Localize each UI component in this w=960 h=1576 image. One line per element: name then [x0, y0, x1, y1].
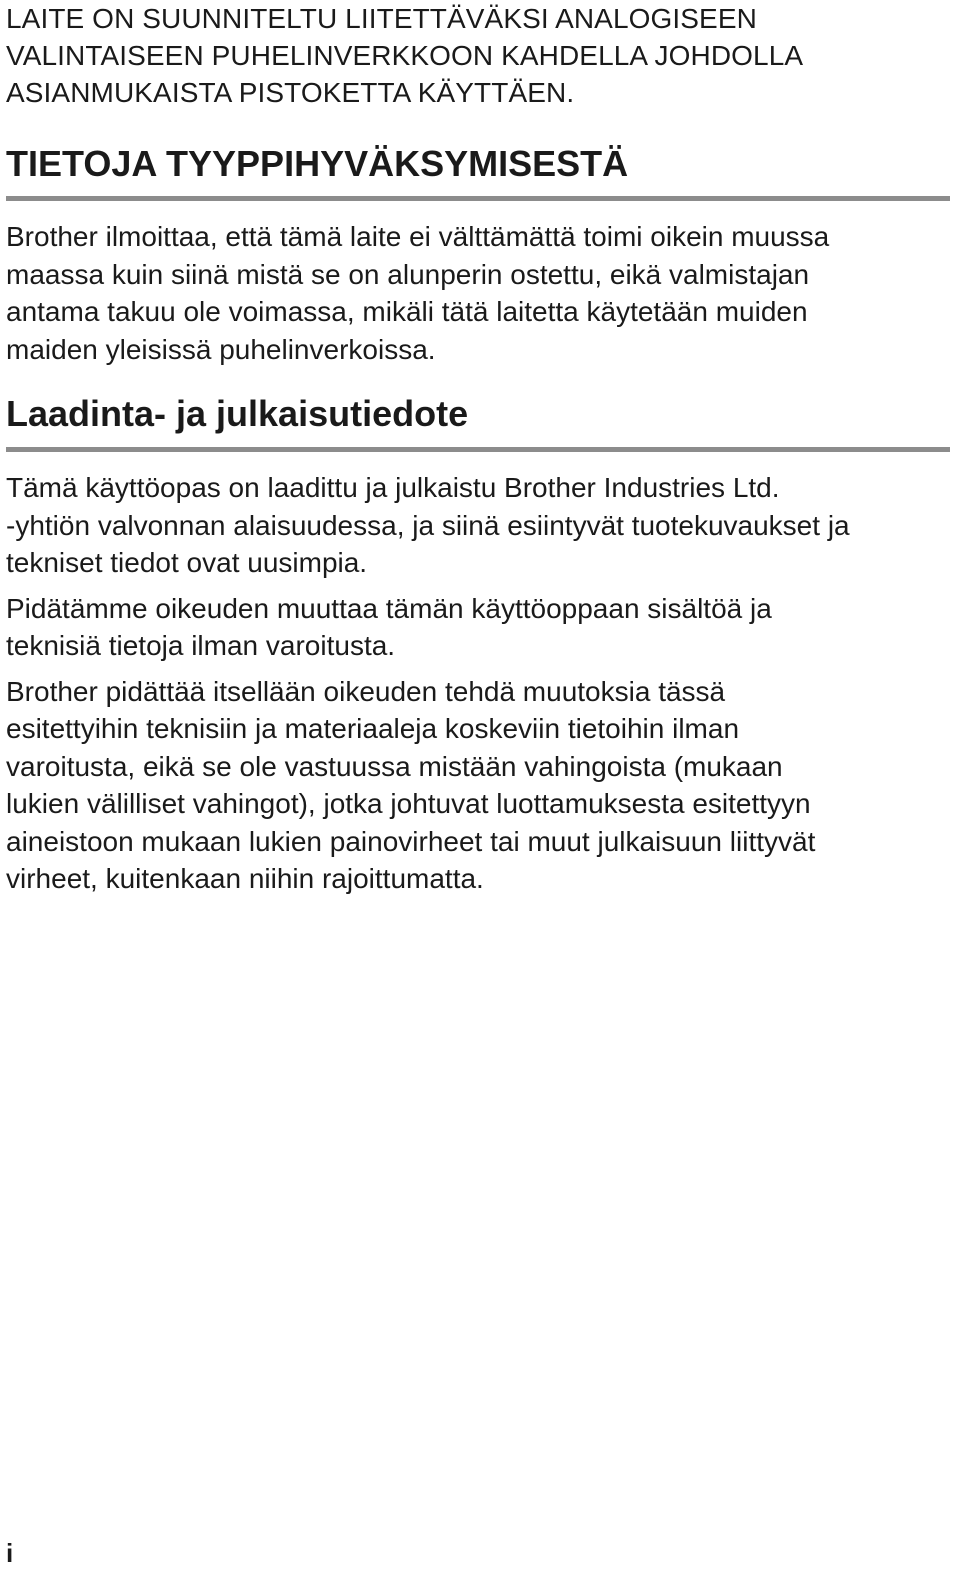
paragraph-line: Brother pidättää itsellään oikeuden tehdä muutoksia tässä — [6, 675, 726, 707]
intro-line: ASIANMUKAISTA PISTOKETTA KÄYTTÄEN. — [6, 77, 575, 108]
paragraph-line: antama takuu ole voimassa, mikäli tätä laitetta käytetään muiden — [6, 296, 808, 327]
paragraph-line: teknisiä tietoja ilman varoitusta. — [6, 630, 396, 661]
section-title-compilation-notice: Laadinta- ja julkaisutiedote — [6, 393, 469, 434]
paragraph-line: -yhtiön valvonnan alaisuudessa, ja siinä esiintyvät tuotekuvaukset ja — [6, 509, 850, 541]
paragraph-line: maiden yleisissä puhelinverkoissa. — [6, 333, 436, 365]
paragraph-line: lukien välilliset vahingot), jotka johtuvat luottamuksesta esitettyyn — [6, 788, 811, 819]
paragraph-line: Tämä käyttöopas on laadittu ja julkaistu Brother Industries Ltd. — [6, 472, 780, 503]
paragraph-line: aineistoon mukaan lukien painovirheet tai muut julkaisuun liittyvät — [6, 825, 816, 857]
page-number: i — [6, 1538, 14, 1568]
paragraph-line: Pidätämme oikeuden muuttaa tämän käyttöoppaan sisältöä ja — [6, 592, 772, 624]
section-divider — [6, 447, 950, 452]
section-divider — [6, 196, 950, 201]
paragraph-line: tekniset tiedot ovat uusimpia. — [6, 547, 368, 578]
intro-notice — [6, 0, 950, 111]
rights-reserved-paragraph — [6, 590, 950, 665]
paragraph-line: virheet, kuitenkaan niihin rajoittumatta. — [6, 863, 484, 894]
paragraph-line: maassa kuin siinä mistä se on alunperin ostettu, eikä valmistajan — [6, 258, 810, 290]
paragraph-line: Brother ilmoittaa, että tämä laite ei välttämättä toimi oikein muussa — [6, 221, 830, 252]
paragraph-line: varoitusta, eikä se ole vastuussa mistään vahingoista (mukaan — [6, 750, 783, 782]
liability-disclaimer-paragraph — [6, 673, 950, 898]
type-approval-paragraph — [6, 218, 950, 368]
section-title-type-approval: TIETOJA TYYPPIHYVÄKSYMISESTÄ — [6, 143, 629, 184]
compilation-paragraph — [6, 469, 950, 582]
document-page — [6, 0, 950, 898]
paragraph-line: esitettyihin teknisiin ja materiaaleja koskeviin tietoihin ilman — [6, 713, 740, 744]
intro-line: VALINTAISEEN PUHELINVERKKOON KAHDELLA JOHDOLLA — [6, 40, 804, 71]
intro-line: LAITE ON SUUNNITELTU LIITETTÄVÄKSI ANALOGISEEN — [6, 3, 757, 34]
